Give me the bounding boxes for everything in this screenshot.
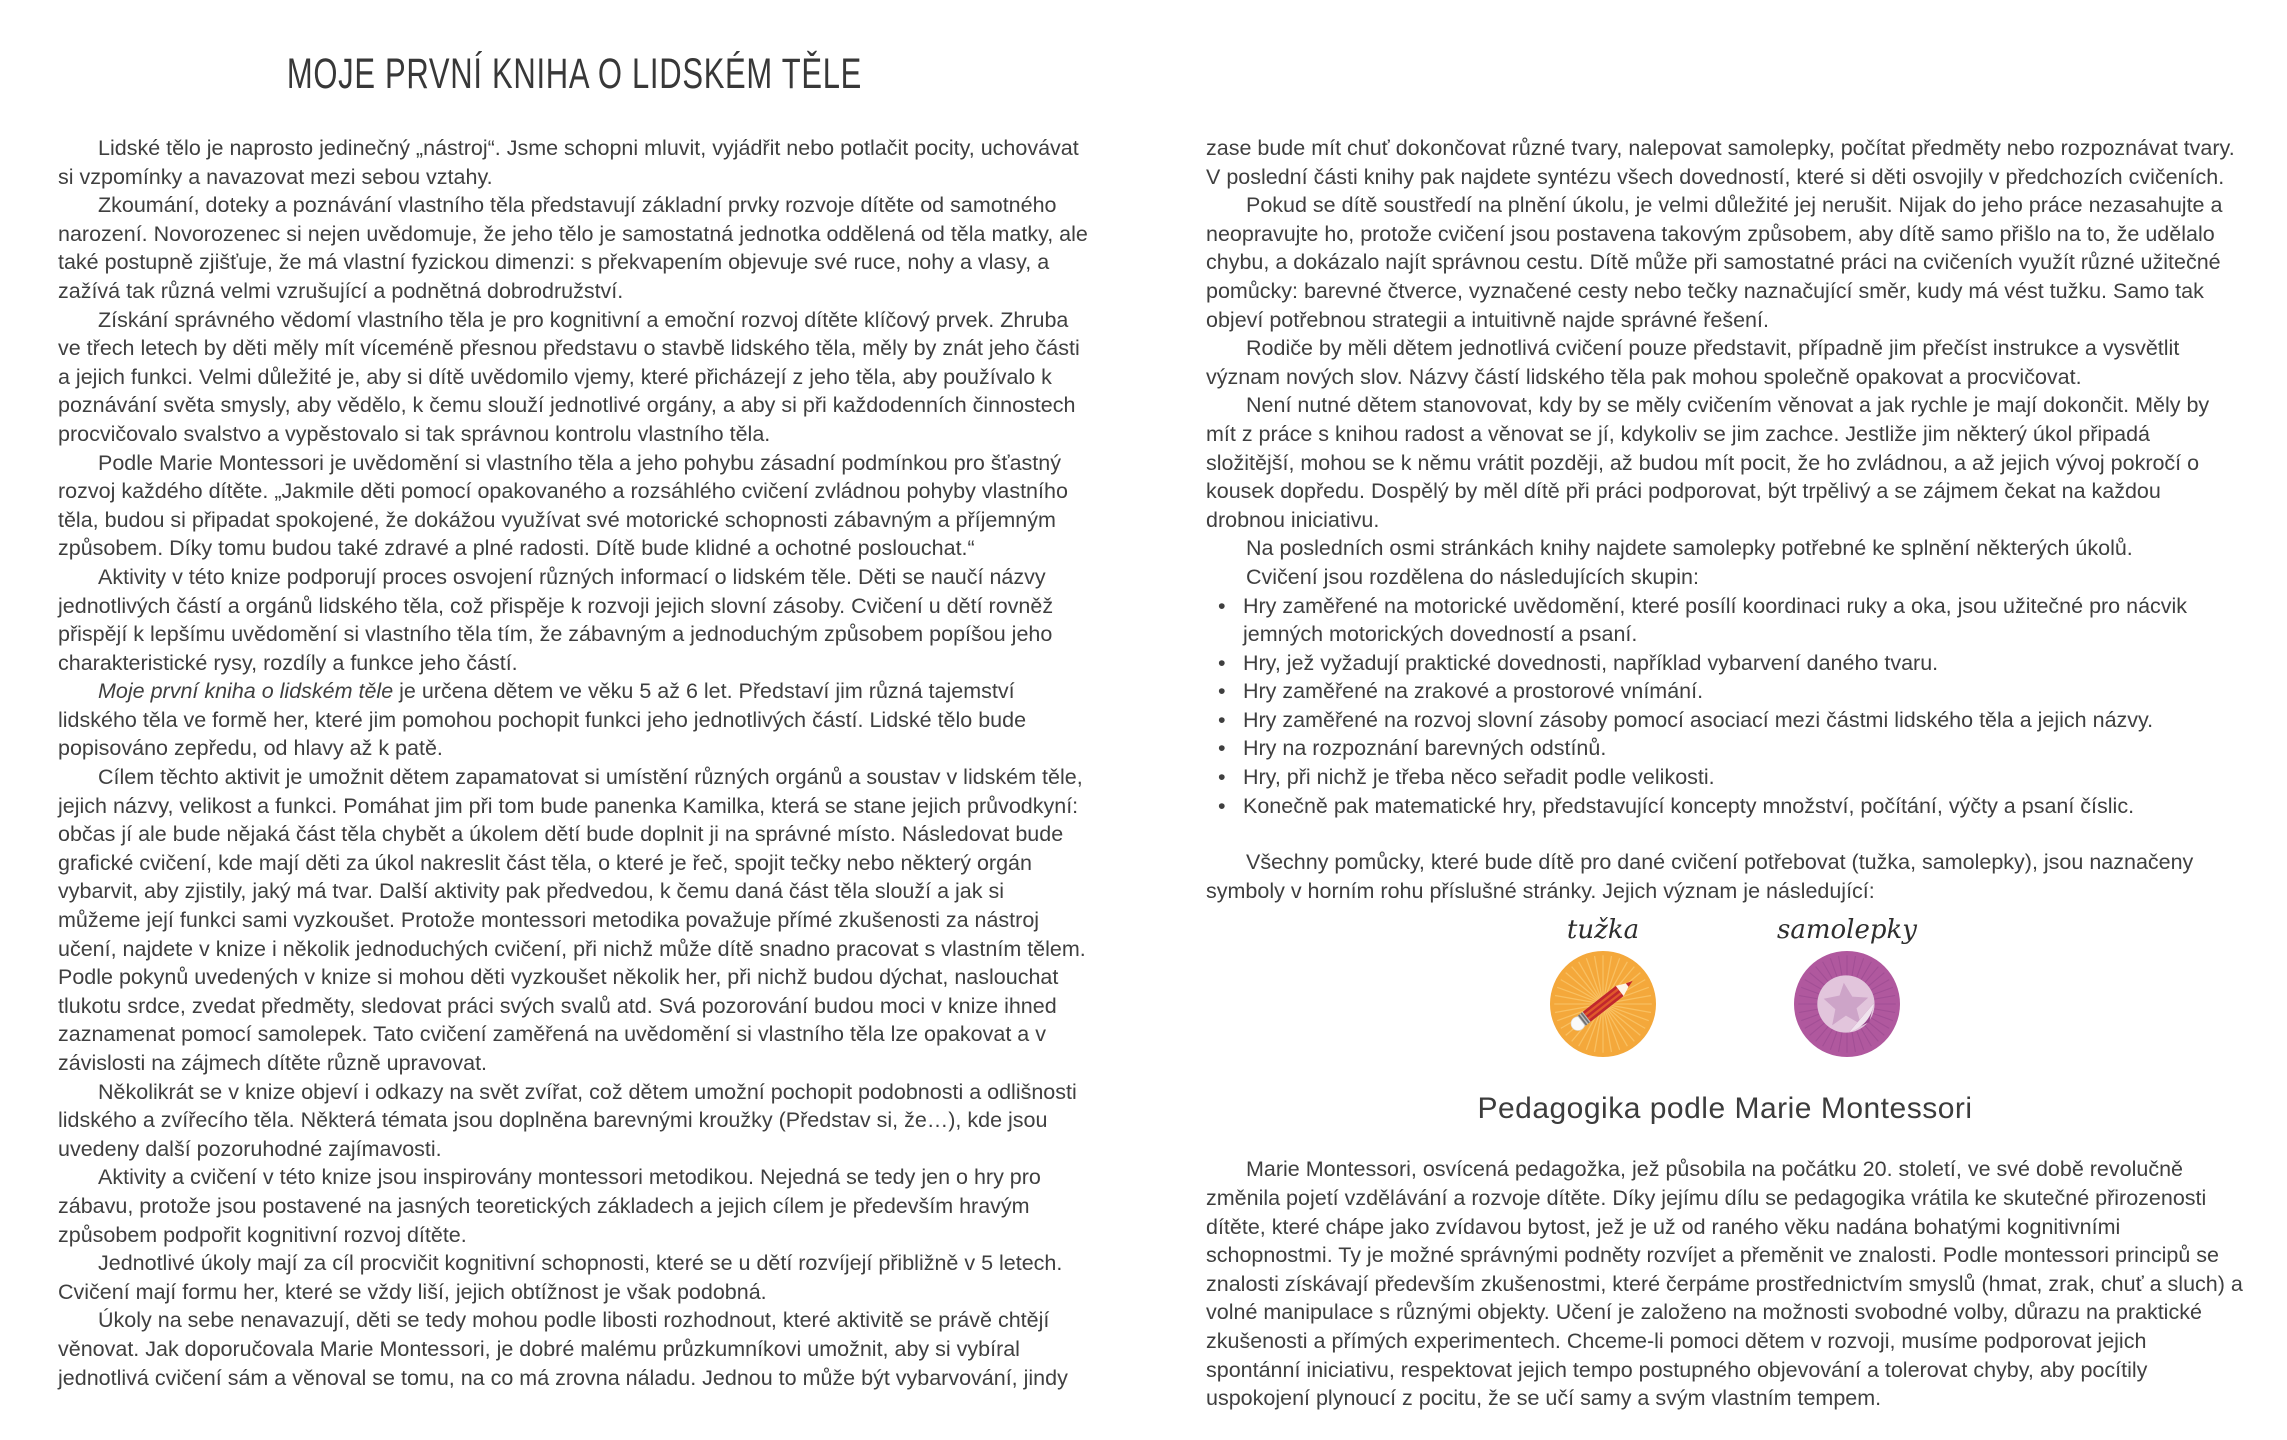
right-page-text-column bbox=[1206, 134, 2244, 1413]
paragraph: Podle Marie Montessori je uvědomění si vlastního těla a jeho pohybu zásadní podmínkou pro šťastný rozvoj každého dítěte. „Jakmile děti pomocí opakovaného a rozsáhlého cvičení zvládnou pohyby vlastního těla, budou si připadat spokojené, že dokážou využívat své motorické schopnosti zábavným a příjemným způsobem. Díky tomu budou také zdravé a plné radosti. Dítě bude klidné a ochotné poslouchat.“ bbox=[58, 450, 1068, 561]
sticker-icon-label: samolepky bbox=[1777, 915, 1917, 946]
paragraph: Není nutné dětem stanovovat, kdy by se měly cvičením věnovat a jak rychle je mají dokončit. Měly by mít z práce s knihou radost a věnovat se jí, kdykoliv se jim zachce. Jestliže jim některý úkol připadá složitější, mohou se k němu vrátit později, až budou mít pocit, že ho zvládnou, a až jejich vývoj pokročí o kousek dopředu. Dospělý by měl dítě při práci podporovat, být trpělivý a se zájmem čekat na každou drobnou iniciativu. bbox=[1206, 393, 2210, 532]
sticker-legend-item bbox=[1767, 915, 1927, 1057]
list-item: • Hry zaměřené na motorické uvědomění, které posílí koordinaci ruky a oka, jsou užitečné pro nácvik jemných motorických dovedností a psaní. bbox=[1206, 592, 2244, 649]
right-page-paragraphs bbox=[1206, 134, 2244, 592]
left-page-header bbox=[58, 50, 1090, 99]
paragraph: Aktivity a cvičení v této knize jsou inspirovány montessori metodikou. Nejedná se tedy jen o hry pro zábavu, protože jsou postavené na jasných teoretických základech a jejich cílem je především hravým způsobem podpořit kognitivní rozvoj dítěte. bbox=[58, 1165, 1041, 1247]
sticker-icon bbox=[1794, 951, 1900, 1057]
paragraph: Několikrát se v knize objeví i odkazy na svět zvířat, což dětem umožní pochopit podobnosti a odlišnosti lidského a zvířecího těla. Některá témata jsou doplněna barevnými kroužky (Představ si, že…), kde jsou uvedeny další pozoruhodné zajímavosti. bbox=[58, 1079, 1077, 1161]
list-item: • Hry, jež vyžadují praktické dovednosti, například vybarvení daného tvaru. bbox=[1206, 649, 2244, 678]
paragraph: Získání správného vědomí vlastního těla je pro kognitivní a emoční rozvoj dítěte klíčový prvek. Zhruba ve třech letech by děti měly mít víceméně přesnou představu o stavbě lidského těla, měly by znát jeho části a jejich funkci. Velmi důležité je, aby si dítě uvědomilo vjemy, které přicházejí z jeho těla, aby používalo k poznávání světa smysly, aby vědělo, k čemu slouží jednotlivé orgány, a aby si při každodenních činnostech procvičovalo svalstvo a vypěstovalo si tak správnou kontrolu vlastního těla. bbox=[58, 307, 1080, 446]
paragraph: Lidské tělo je naprosto jedinečný „nástroj“. Jsme schopni mluvit, vyjádřit nebo potlačit pocity, uchovávat si vzpomínky a navazovat mezi sebou vztahy. bbox=[58, 136, 1079, 189]
paragraph: Cílem těchto aktivit je umožnit dětem zapamatovat si umístění různých orgánů a soustav v lidském těle, jejich názvy, velikost a funkci. Pomáhat jim při tom bude panenka Kamilka, která se stane jejich průvodkyní: občas jí ale bude nějaká část těla chybět a úkolem dětí bude doplnit ji na správné místo. Následovat bude grafické cvičení, kde mají děti za úkol nakreslit část těla, o které je řeč, spojit tečky nebo některý orgán vybarvit, aby zjistily, jaký má tvar. Další aktivity pak předvedou, k čemu daná část těla slouží a jak si můžeme její funkci sami vyzkoušet. Protože montessori metodika považuje přímé zkušenosti za nástroj učení, najdete v knize i několik jednoduchých cvičení, při nichž může dítě snadno pracovat s vlastním tělem. Podle pokynů uvedených v knize si mohou děti vyzkoušet několik her, při nichž budou dýchat, naslouchat tlukotu srdce, zvedat předměty, sledovat práci svých svalů atd. Svá pozorování budou moci v knize ihned zaznamenat pomocí samolepek. Tato cvičení zaměřená na uvědomění si vlastního těla lze opakovat a v závislosti na zájmech dítěte různě upravovat. bbox=[58, 765, 1086, 1075]
left-page-text-column bbox=[58, 134, 1090, 1392]
list-item: • Hry zaměřené na rozvoj slovní zásoby pomocí asociací mezi částmi lidského těla a jejich názvy. bbox=[1206, 706, 2244, 735]
paragraph: zase bude mít chuť dokončovat různé tvary, nalepovat samolepky, počítat předměty nebo rozpoznávat tvary. V poslední části knihy pak najdete syntézu všech dovedností, které si děti osvojily v předchozích cvičeních. bbox=[1206, 136, 2235, 189]
pencil-icon-label: tužka bbox=[1566, 915, 1640, 946]
paragraph: Aktivity v této knize podporují proces osvojení různých informací o lidském těle. Děti se naučí názvy jednotlivých částí a orgánů lidského těla, což přispěje k rozvoji jejich slovní zásoby. Cvičení u dětí rovněž přispějí k lepšímu uvědomění si vlastního těla tím, že zábavným a jednoduchým způsobem popíšou jeho charakteristické rysy, rozdíly a funkce jeho částí. bbox=[58, 564, 1054, 675]
list-item: • Konečně pak matematické hry, představující koncepty množství, počítání, výčty a psaní číslic. bbox=[1206, 792, 2244, 821]
pencil-icon bbox=[1550, 951, 1656, 1057]
section-heading: Pedagogika podle Marie Montessori bbox=[1477, 1092, 1973, 1126]
paragraph: Cvičení jsou rozdělena do následujících skupin: bbox=[1246, 564, 1699, 589]
list-item: • Hry zaměřené na zrakové a prostorové vnímání. bbox=[1206, 677, 2244, 706]
tools-paragraph: Všechny pomůcky, které bude dítě pro dané cvičení potřebovat (tužka, samolepky), jsou naznačeny symboly v horním rohu příslušné stránky. Jejich význam je následující: bbox=[1206, 850, 2194, 903]
paragraph: Rodiče by měli dětem jednotlivá cvičení pouze představit, případně jim přečíst instrukce a vysvětlit význam nových slov. Názvy částí lidského těla pak mohou společně opakovat a procvičovat. bbox=[1206, 336, 2180, 389]
page-title: MOJE PRVNÍ KNIHA O LIDSKÉM TĚLE bbox=[286, 50, 862, 98]
paragraph: Jednotlivé úkoly mají za cíl procvičit kognitivní schopnosti, které se u dětí rozvíjejí přibližně v 5 letech. Cvičení mají formu her, které se vždy liší, jejich obtížnost je však podobná. bbox=[58, 1251, 1063, 1304]
list-item: • Hry na rozpoznání barevných odstínů. bbox=[1206, 734, 2244, 763]
exercise-groups-list bbox=[1206, 592, 2244, 821]
montessori-paragraph: Marie Montessori, osvícená pedagožka, jež působila na počátku 20. století, ve své době revolučně změnila pojetí vzdělávání a rozvoje dítěte. Díky jejímu dílu se pedagogika vrátila ke skutečné přirozenosti dítěte, které chápe jako zvídavou bytost, jež je už od raného věku nadána bohatými kognitivními schopnostmi. Ty je možné správnými podněty rozvíjet a přeměnit ve znalosti. Podle montessori principů se znalosti získávají především zkušenostmi, které čerpáme prostřednictvím smyslů (hmat, zrak, chuť a sluch) a volné manipulace s různými objekty. Učení je založeno na možnosti svobodné volby, důrazu na praktické zkušenosti a přímých experimentech. Chceme-li pomoci dětem v rozvoji, musíme podporovat jejich spontánní iniciativu, respektovat jejich tempo postupného objevování a tolerovat chyby, aby pocítily uspokojení plynoucí z pocitu, že se učí samy a svým vlastním tempem. bbox=[1206, 1157, 2243, 1411]
paragraph: Moje první kniha o lidském těle je určena dětem ve věku 5 až 6 let. Představí jim různá tajemství lidského těla ve formě her, které jim pomohou pochopit funkci jeho jednotlivých částí. Lidské tělo bude popisováno zepředu, od hlavy až k patě. bbox=[58, 679, 1027, 761]
paragraph: Úkoly na sebe nenavazují, děti se tedy mohou podle libosti rozhodnout, které aktivitě se právě chtějí věnovat. Jak doporučovala Marie Montessori, je dobré malému průzkumníkovi umožnit, aby si vybíral jednotlivá cvičení sám a věnoval se tomu, na co má zrovna náladu. Jednou to může být vybarvování, jindy bbox=[58, 1308, 1068, 1390]
paragraph: Na posledních osmi stránkách knihy najdete samolepky potřebné ke splnění některých úkolů. bbox=[1246, 536, 2133, 561]
paragraph: Pokud se dítě soustředí na plnění úkolu, je velmi důležité jej nerušit. Nijak do jeho práce nezasahujte a neopravujte ho, protože cvičení jsou postavena takovým způsobem, aby dítě samo přišlo na to, že udělalo chybu, a dokázalo najít správnou cestu. Dítě může při samostatné práci na cvičeních využít různé užitečné pomůcky: barevné čtverce, vyznačené cesty nebo tečky naznačující směr, kudy má vést tužku. Samo tak objeví potřebnou strategii a intuitivně najde správné řešení. bbox=[1206, 193, 2223, 332]
pencil-legend-item bbox=[1523, 915, 1683, 1057]
paragraph: Zkoumání, doteky a poznávání vlastního těla představují základní prvky rozvoje dítěte od samotného narození. Novorozenec si nejen uvědomuje, že jeho tělo je samostatná jednotka oddělená od těla matky, ale také postupně zjišťuje, že má vlastní fyzickou dimenzi: s překvapením objevuje své ruce, nohy a vlasy, a zažívá tak různá velmi vzrušující a podnětná dobrodružství. bbox=[58, 193, 1088, 303]
list-item: • Hry, při nichž je třeba něco seřadit podle velikosti. bbox=[1206, 763, 2244, 792]
symbol-legend bbox=[1206, 915, 2244, 1057]
